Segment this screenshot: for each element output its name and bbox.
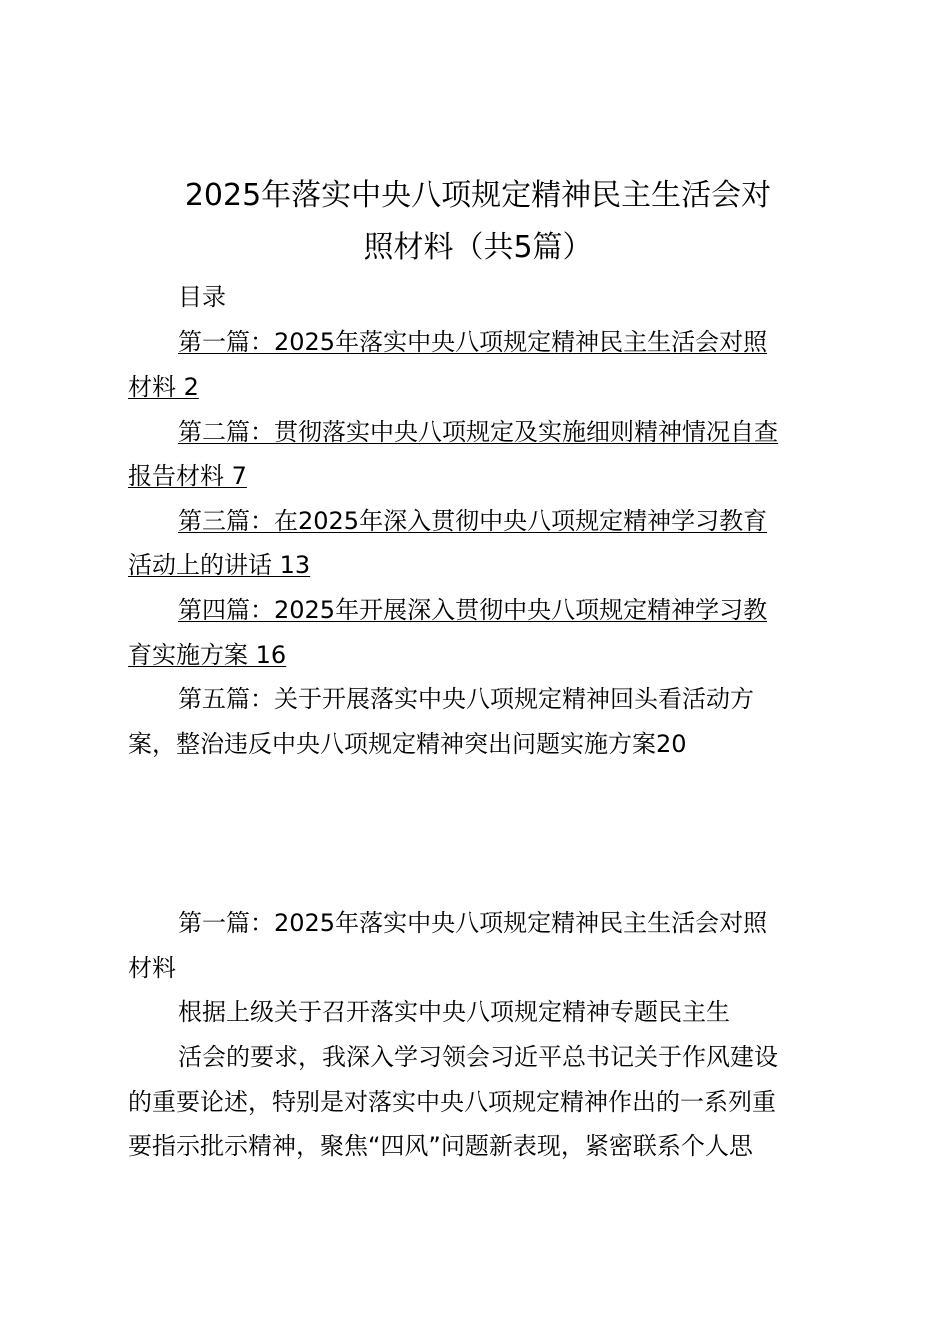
toc-entry-4-line-1[interactable]: 第四篇：2025年开展深入贯彻中央八项规定精神学习教 xyxy=(178,596,768,624)
document-title-line-1: 2025年落实中央八项规定精神民主生活会对 xyxy=(184,178,772,213)
section-heading-line-2: 材料 xyxy=(128,954,176,982)
body-line-2: 活会的要求，我深入学习领会习近平总书记关于作风建设 xyxy=(178,1043,778,1071)
document-title-line-2: 照材料（共5篇） xyxy=(363,230,593,265)
section-heading-line-1: 第一篇：2025年落实中央八项规定精神民主生活会对照 xyxy=(178,909,768,937)
toc-entry-2-line-2[interactable]: 报告材料 7 xyxy=(128,462,247,490)
toc-entry-2-line-1[interactable]: 第二篇：贯彻落实中央八项规定及实施细则精神情况自查 xyxy=(178,418,778,446)
toc-entry-5-line-1[interactable]: 第五篇：关于开展落实中央八项规定精神回头看活动方 xyxy=(178,685,754,713)
toc-entry-5-line-2[interactable]: 案，整治违反中央八项规定精神突出问题实施方案20 xyxy=(128,730,687,758)
toc-entry-1-line-1[interactable]: 第一篇：2025年落实中央八项规定精神民主生活会对照 xyxy=(178,328,768,356)
toc-heading: 目录 xyxy=(178,283,226,311)
toc-entry-3-line-2[interactable]: 活动上的讲话 13 xyxy=(128,551,311,579)
document-title xyxy=(128,170,828,274)
body-line-1: 根据上级关于召开落实中央八项规定精神专题民主生 xyxy=(178,998,730,1026)
toc-entry-4-line-2[interactable]: 育实施方案 16 xyxy=(128,641,287,669)
toc-entry-1-line-2[interactable]: 材料 2 xyxy=(128,373,199,401)
body-line-3: 的重要论述，特别是对落实中央八项规定精神作出的一系列重 xyxy=(128,1088,776,1116)
toc-entry-3-line-1[interactable]: 第三篇：在2025年深入贯彻中央八项规定精神学习教育 xyxy=(178,507,768,535)
body-line-4: 要指示批示精神，聚焦“四风”问题新表现，紧密联系个人思 xyxy=(128,1132,753,1160)
